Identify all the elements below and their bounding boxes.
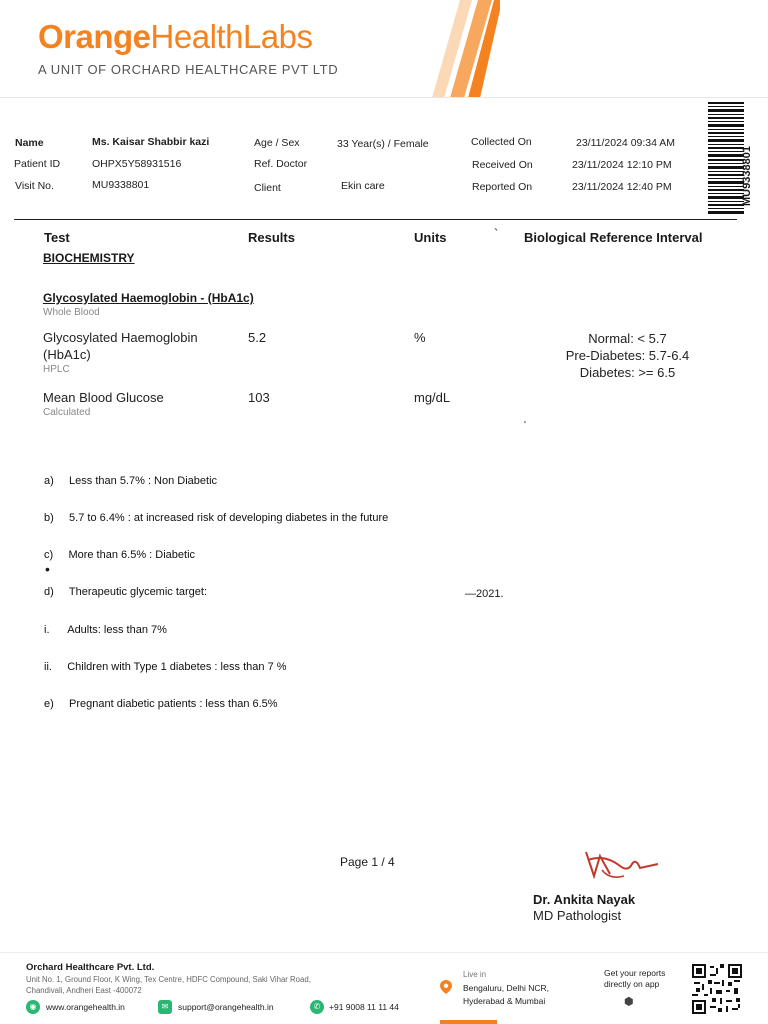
visit-value: MU9338801 [92, 179, 150, 191]
signatory-title: MD Pathologist [533, 908, 622, 923]
test-method: Calculated [43, 407, 91, 418]
barcode-number: MU9338801 [741, 146, 753, 206]
logo-orange-text: Orange [38, 18, 151, 55]
collected-value: 23/11/2024 09:34 AM [576, 137, 676, 149]
service-cities: Bengaluru, Delhi NCR, Hyderabad & Mumbai [463, 983, 549, 1006]
brand-logo [38, 18, 313, 56]
footer-email-link[interactable]: support@orangehealth.in [178, 1002, 274, 1012]
test-name: Mean Blood Glucose [43, 390, 164, 405]
footer-phone-link[interactable]: +91 9008 11 11 44 [329, 1002, 399, 1012]
test-unit: % [414, 330, 426, 345]
note-line: b) 5.7 to 6.4% : at increased risk of developing diabetes in the future [44, 512, 389, 525]
year-note: —2021. [465, 588, 504, 600]
test-result: 103 [248, 390, 270, 405]
interpretation-notes [44, 450, 388, 723]
note-line: c) More than 6.5% : Diabetic [44, 549, 196, 562]
footer-company: Orchard Healthcare Pvt. Ltd. [26, 962, 155, 973]
android-icon[interactable]: ⬢ [624, 996, 634, 1008]
reported-label: Reported On [472, 181, 533, 193]
note-line: d) Therapeutic glycemic target: [44, 586, 208, 599]
column-results: Results [248, 230, 295, 245]
reference-interval [540, 330, 715, 381]
column-test: Test [44, 230, 70, 245]
logo-labs-text: Labs [242, 18, 313, 55]
brand-subtitle: A UNIT OF ORCHARD HEALTHCARE PVT LTD [38, 62, 339, 77]
page-number: Page 1 / 4 [340, 855, 395, 869]
reference-prediabetes: Pre-Diabetes: 5.7-6.4 [565, 348, 690, 363]
footer-address [26, 975, 406, 996]
patient-name: Ms. Kaisar Shabbir kazi [92, 136, 210, 148]
info-divider [14, 219, 737, 220]
collected-label: Collected On [471, 136, 532, 148]
panel-title: Glycosylated Haemoglobin - (HbA1c) [43, 291, 254, 305]
location-pin-icon [440, 980, 452, 994]
reported-value: 23/11/2024 12:40 PM [572, 181, 672, 193]
name-label: Name [15, 137, 44, 149]
barcode [708, 102, 744, 214]
note-line: a) Less than 5.7% : Non Diabetic [44, 474, 218, 487]
footer-divider [0, 952, 768, 953]
client-label: Client [254, 182, 281, 194]
column-reference: Biological Reference Interval [524, 230, 703, 245]
mail-icon: ✉ [158, 1000, 172, 1014]
column-tick-mark: ` [494, 226, 499, 241]
header-stripes-decoration [380, 0, 500, 98]
section-biochemistry: BIOCHEMISTRY [43, 251, 135, 265]
received-label: Received On [472, 159, 533, 171]
panel-sample-type: Whole Blood [43, 307, 100, 318]
ref-doctor-label: Ref. Doctor [254, 158, 308, 170]
whatsapp-icon: ✆ [310, 1000, 324, 1014]
reference-normal: Normal: < 5.7 [588, 331, 667, 346]
note-line: i. Adults: less than 7% [44, 623, 167, 636]
footer-accent-bar [440, 1020, 497, 1024]
signatory-name: Dr. Ankita Nayak [533, 892, 636, 907]
visit-label: Visit No. [15, 180, 54, 192]
header-divider [0, 97, 768, 98]
age-sex-value: 33 Year(s) / Female [337, 138, 429, 150]
qr-code [692, 964, 742, 1014]
globe-icon: ◉ [26, 1000, 40, 1014]
test-name-line2: (HbA1c) [43, 347, 91, 362]
signature-image [580, 846, 660, 886]
test-result: 5.2 [248, 330, 267, 345]
stray-mark: ' [524, 420, 526, 431]
app-promo-text: Get your reports directly on app [604, 968, 666, 989]
note-line: e) Pregnant diabetic patients : less than 6.5% [44, 698, 278, 711]
test-unit: mg/dL [414, 390, 451, 405]
patient-id-label: Patient ID [14, 158, 61, 170]
footer-address-line: Unit No. 1, Ground Floor, K Wing, Tex Centre, HDFC Compound, Saki Vihar Road, [26, 975, 311, 984]
received-value: 23/11/2024 12:10 PM [572, 159, 672, 171]
footer-address-line: Chandivali, Andheri East -400072 [26, 985, 142, 995]
reference-diabetes: Diabetes: >= 6.5 [579, 365, 676, 380]
note-line: ii. Children with Type 1 diabetes : less than 7 % [44, 660, 287, 673]
test-name: Glycosylated Haemoglobin [43, 330, 198, 345]
column-units: Units [414, 230, 447, 245]
live-in-label: Live in [463, 970, 487, 979]
age-sex-label: Age / Sex [254, 137, 300, 149]
test-method: HPLC [43, 364, 70, 375]
footer-website-link[interactable]: www.orangehealth.in [46, 1002, 125, 1012]
logo-health-text: Health [150, 18, 243, 55]
patient-id-value: OHPX5Y58931516 [92, 158, 182, 170]
client-value: Ekin care [341, 180, 385, 192]
bullet-mark: • [45, 561, 50, 577]
